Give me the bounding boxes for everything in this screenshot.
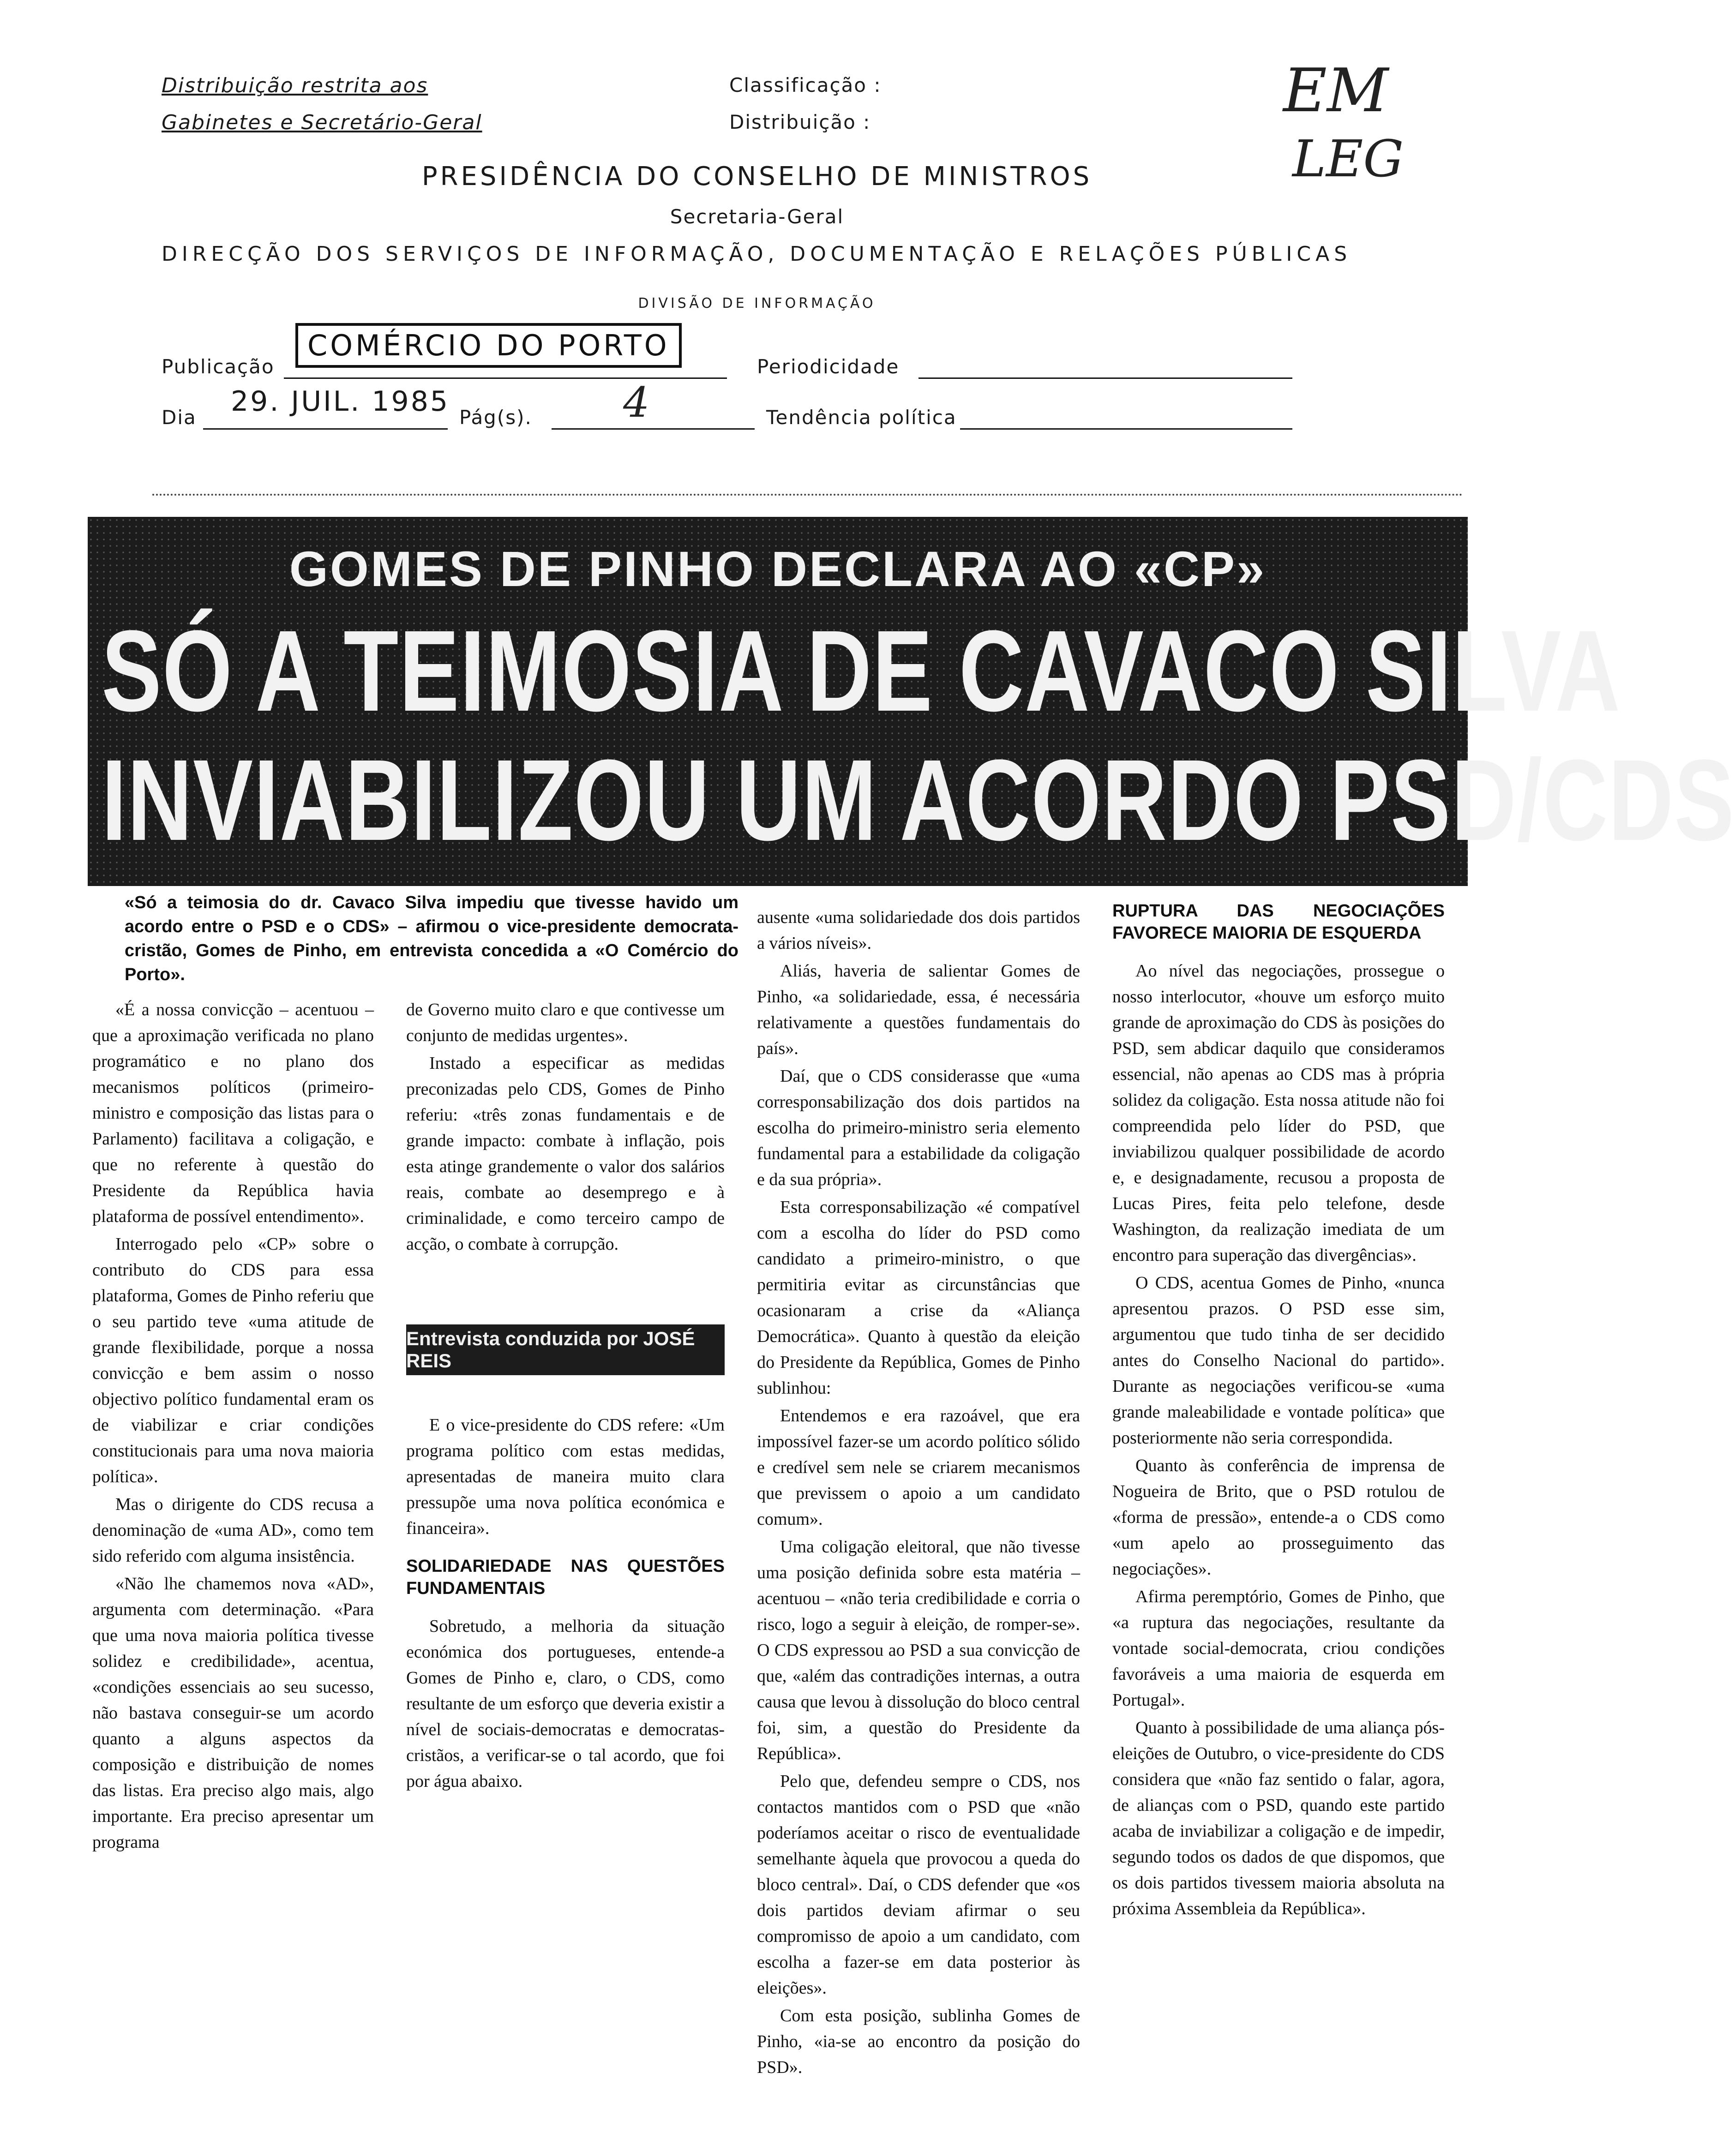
distribution-label: Distribuição : bbox=[729, 111, 871, 133]
classification-label: Classificação : bbox=[729, 74, 882, 96]
presidency-title: PRESIDÊNCIA DO CONSELHO DE MINISTROS bbox=[421, 162, 1093, 192]
paragraph: Quanto às conferência de imprensa de Nogueira de Brito, que o PSD rotulou de «forma de pressão», entende-a o CDS como «um apelo ao prosseguimento das negociações». bbox=[1112, 1456, 1445, 1579]
clipping-edge bbox=[152, 494, 1463, 497]
distribution-restricted-line1: Distribuição restrita aos bbox=[162, 74, 428, 97]
paragraph: Com esta posição, sublinha Gomes de Pinho, «ia-se ao encontro da posição do PSD». bbox=[757, 2006, 1080, 2077]
column-1 bbox=[92, 997, 374, 1857]
date-label: Dia bbox=[162, 406, 197, 429]
paragraph: Mas o dirigente do CDS recusa a denominação de «uma AD», como tem sido referido com alguma insistência. bbox=[92, 1495, 374, 1566]
paragraph: E o vice-presidente do CDS refere: «Um programa político com estas medidas, apresentadas de maneira muito clara pressupõe uma nova política económica e financeira». bbox=[406, 1415, 725, 1538]
headline-line-1: SÓ A TEIMOSIA DE CAVACO SILVA bbox=[102, 606, 1621, 735]
directorate-title: DIRECÇÃO DOS SERVIÇOS DE INFORMAÇÃO, DOCUMENTAÇÃO E RELAÇÕES PÚBLICAS bbox=[162, 242, 1352, 266]
paragraph: Ao nível das negociações, prossegue o nosso interlocutor, «houve um esforço muito grande de aproximação do CDS às posições do PSD, sem abdicar daquilo que consideramos essencial, não apenas ao CDS mas à própria solidez da coligação. Esta nossa atitude não foi compreendida pelo líder do PSD, que inviabilizou qualquer possibilidade de acordo e, e designadamente, recusou a proposta de Lucas Pires, feita pelo telefone, desde Washington, da realização imediata de um encontro para superação das divergências». bbox=[1112, 961, 1445, 1265]
article-kicker: GOMES DE PINHO DECLARA AO «CP» bbox=[289, 541, 1267, 597]
pages-value: 4 bbox=[623, 378, 650, 427]
handwritten-note-1: EM bbox=[1283, 55, 1389, 126]
pages-label: Pág(s). bbox=[459, 406, 532, 429]
column-2-bottom bbox=[406, 1412, 725, 1796]
headline-banner bbox=[88, 517, 1735, 886]
column-3 bbox=[757, 904, 1080, 2082]
paragraph: Daí, que o CDS considerasse que «uma corresponsabilização dos dois partidos na escolha do primeiro-ministro seria elemento fundamental para a estabilidade da coligação e da sua própria». bbox=[757, 1066, 1080, 1189]
paragraph: O CDS, acentua Gomes de Pinho, «nunca apresentou prazos. O PSD esse sim, argumentou que tudo tinha de ser decidido antes do Conselho Nacional do partido». Durante as negociações verificou-se «uma grande maleabilidade e vontade política» que posteriormente não seria correspondida. bbox=[1112, 1273, 1445, 1448]
handwritten-note-2: LEG bbox=[1292, 129, 1404, 188]
column-4 bbox=[1112, 900, 1445, 1923]
article-lead: «Só a teimosia do dr. Cavaco Silva impediu que tivesse havido um acordo entre o PSD e o CDS» – afirmou o vice-presidente democrata-cristão, Gomes de Pinho, em entrevista concedida a «O Comércio do Porto». bbox=[125, 893, 738, 984]
paragraph: Pelo que, defendeu sempre o CDS, nos contactos mantidos com o PSD que «não poderíamos aceitar o risco de eventualidade semelhante àquela que provocou a queda do bloco central». Daí, o CDS defender que «os dois partidos deviam afirmar o seu compromisso de apoio a um candidato, com escolha a fazer-se em data posterior às eleições». bbox=[757, 1772, 1080, 1998]
publication-stamp: COMÉRCIO DO PORTO bbox=[295, 323, 682, 368]
paragraph: Aliás, haveria de salientar Gomes de Pinho, «a solidariedade, essa, é necessária relativamente a questões fundamentais do país». bbox=[757, 961, 1080, 1058]
headline-line-2: INVIABILIZOU UM ACORDO PSD/CDS bbox=[102, 736, 1735, 864]
column-2-top bbox=[406, 997, 725, 1259]
periodicity-label: Periodicidade bbox=[757, 355, 900, 378]
paragraph: Entendemos e era razoável, que era impossível fazer-se um acordo político sólido e credível sem nele se criarem mecanismos que previssem o apoio a um candidato comum». bbox=[757, 1406, 1080, 1529]
paragraph: Afirma peremptório, Gomes de Pinho, que «a ruptura das negociações, resultante da vontade social-democrata, criou condições favoráveis a uma maioria de esquerda em Portugal». bbox=[1112, 1587, 1445, 1710]
paragraph: Interrogado pelo «CP» sobre o contributo do CDS para essa plataforma, Gomes de Pinho referiu que o seu partido teve «uma atitude de grande flexibilidade, porque a nossa convicção e bem assim o nosso objectivo político fundamental eram os de viabilizar e criar condições constitucionais para uma nova maioria política». bbox=[92, 1234, 374, 1486]
paragraph: Esta corresponsabilização «é compatível com a escolha do líder do PSD como candidato a primeiro-ministro, o que permitiria evitar as circunstâncias que ocasionaram a crise da «Aliança Democrática». Quanto à questão da eleição do Presidente da República, Gomes de Pinho sublinhou: bbox=[757, 1198, 1080, 1398]
date-value: 29. JUIL. 1985 bbox=[231, 385, 450, 418]
secretariat-title: Secretaria-Geral bbox=[670, 205, 844, 228]
paragraph: Quanto à possibilidade de uma aliança pós-eleições de Outubro, o vice-presidente do CDS considera que «não faz sentido o falar, agora, de alianças com o PSD, quando este partido acaba de inviabilizar a coligação e de impedir, segundo todos os dados de que dispomos, que os dois partidos tivessem maioria absoluta na próxima Assembleia da República». bbox=[1112, 1718, 1445, 1918]
paragraph: Uma coligação eleitoral, que não tivesse uma posição definida sobre esta matéria – acentuou – «não teria credibilidade e corria o risco, logo a seguir à eleição, de romper-se». O CDS expressou ao PSD a sua convicção de que, «além das contradições internas, a outra causa que levou à dissolução do bloco central foi, sim, a questão do Presidente da República». bbox=[757, 1537, 1080, 1763]
paragraph: ausente «uma solidariedade dos dois partidos a vários níveis». bbox=[757, 908, 1080, 953]
subhead-rupture: RUPTURA DAS NEGOCIAÇÕES FAVORECE MAIORIA DE ESQUERDA bbox=[1112, 901, 1445, 943]
tendency-label: Tendência política bbox=[766, 406, 957, 429]
paragraph: «É a nossa convicção – acentuou – que a aproximação verificada no plano programático e no plano dos mecanismos políticos (primeiro-ministro e composição das listas para o Parlamento) facilitava a coligação, e que no referente à questão do Presidente da República havia plataforma de possível entendimento». bbox=[92, 1000, 374, 1226]
division-title: DIVISÃO DE INFORMAÇÃO bbox=[638, 295, 876, 311]
paragraph: Sobretudo, a melhoria da situação económica dos portugueses, entende-a Gomes de Pinho e, claro, o CDS, como resultante de um esforço que deveria existir a nível de sociais-democratas e democratas-cristãos, a verificar-se o tal acordo, que foi por água abaixo. bbox=[406, 1617, 725, 1791]
paragraph: Instado a especificar as medidas preconizadas pelo CDS, Gomes de Pinho referiu: «três zonas fundamentais e de grande impacto: combate à inflação, pois esta atinge grandemente o valor dos salários reais, combate ao desemprego e à criminalidade, e como terceiro campo de acção, o combate à corrupção. bbox=[406, 1054, 725, 1254]
publication-label: Publicação bbox=[162, 355, 275, 378]
paragraph: «Não lhe chamemos nova «AD», argumenta com determinação. «Para que uma nova maioria política tivesse solidez e credibilidade», acentua, «condições essenciais ao seu sucesso, não bastava conseguir-se um acordo quanto a alguns aspectos da composição e distribuição de nomes das listas. Era preciso algo mais, algo importante. Era preciso apresentar um programa bbox=[92, 1574, 374, 1852]
subhead-solidarity: SOLIDARIEDADE NAS QUESTÕES FUNDAMENTAIS bbox=[406, 1557, 725, 1598]
paragraph: de Governo muito claro e que contivesse um conjunto de medidas urgentes». bbox=[406, 1000, 725, 1045]
distribution-restricted-line2: Gabinetes e Secretário-Geral bbox=[162, 111, 482, 134]
byline-box: Entrevista conduzida por JOSÉ REIS bbox=[406, 1324, 725, 1375]
